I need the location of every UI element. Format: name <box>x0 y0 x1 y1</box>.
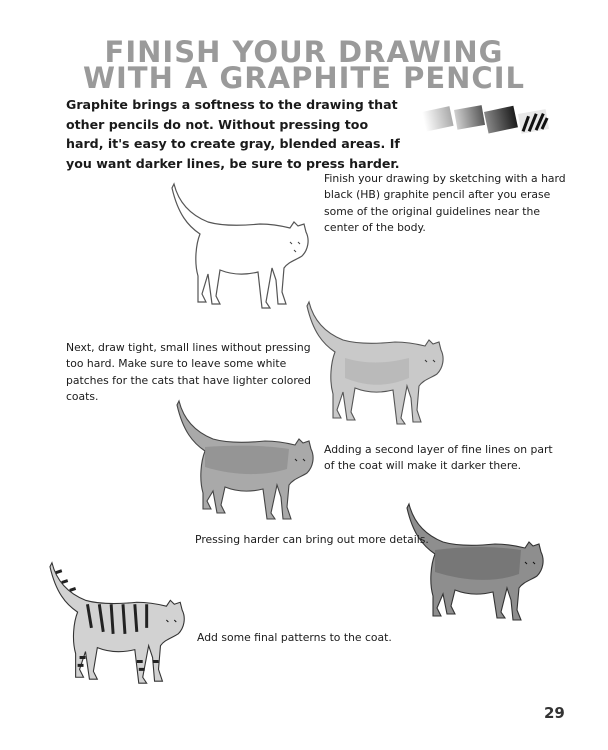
step-4-caption: Pressing harder can bring out more details. <box>195 533 429 546</box>
cat-illustration-step-3 <box>175 397 325 525</box>
step-2-caption: Next, draw tight, small lines without pressing too hard. Make sure to leave some white patches for the cats that have lighter colored coats. <box>66 341 312 403</box>
swatch-medium <box>454 105 485 130</box>
page-title-line-2: WITH A GRAPHITE PENCIL <box>83 61 525 95</box>
step-3-caption: Adding a second layer of fine lines on part of the coat will make it darker there. <box>324 443 553 473</box>
swatch-light <box>422 106 454 131</box>
graphite-swatches-illustration <box>420 98 555 143</box>
cat-illustration-step-5 <box>48 558 196 686</box>
page-number: 29 <box>544 704 565 722</box>
intro-paragraph: Graphite brings a softness to the drawing that other pencils do not. Without pressing too hard, it's easy to create gray, blended areas. If you want darker lines, be sure to press harder. <box>66 97 400 171</box>
step-1-caption: Finish your drawing by sketching with a hard black (HB) graphite pencil after you erase some of the original guidelines near the center of the body. <box>324 172 566 234</box>
swatch-hatched <box>518 109 549 134</box>
step-5-caption: Add some final patterns to the coat. <box>197 631 392 644</box>
page-title-line-1: FINISH YOUR DRAWING <box>104 35 504 69</box>
cat-illustration-step-2 <box>305 298 455 426</box>
cat-illustration-step-4 <box>405 500 555 628</box>
cat-illustration-step-1 <box>170 180 320 310</box>
swatch-dark <box>484 106 518 134</box>
